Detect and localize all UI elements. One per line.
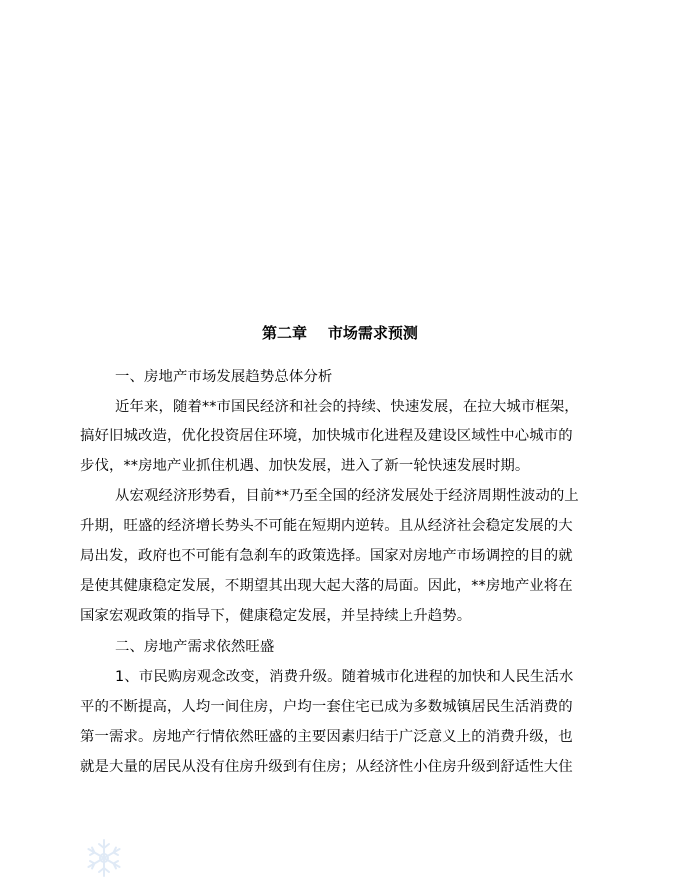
paragraph-1-line-3: 步伐，**房地产业抓住机遇、加快发展，进入了新一轮快速发展时期。 bbox=[80, 458, 530, 474]
section-heading-2: 二、房地产需求依然旺盛 bbox=[115, 639, 275, 655]
paragraph-2-line-4: 是使其健康稳定发展，不期望其出现大起大落的局面。因此，**房地产业将在 bbox=[80, 578, 573, 594]
paragraph-3-line-2: 平的不断提高，人均一间住房，户均一套住宅已成为多数城镇居民生活消费的 bbox=[80, 699, 573, 715]
snowflake-icon bbox=[82, 836, 126, 880]
paragraph-3-line-4: 就是大量的居民从没有住房升级到有住房；从经济性小住房升级到舒适性大住 bbox=[80, 759, 573, 775]
paragraph-1-line-1: 近年来，随着**市国民经济和社会的持续、快速发展，在拉大城市框架， bbox=[115, 399, 579, 415]
paragraph-1-line-2: 搞好旧城改造，优化投资居住环境，加快城市化进程及建设区域性中心城市的 bbox=[80, 428, 573, 444]
paragraph-2-line-2: 升期，旺盛的经济增长势头不可能在短期内逆转。且从经济社会稳定发展的大 bbox=[80, 518, 573, 534]
paragraph-2-line-3: 局出发，政府也不可能有急刹车的政策选择。国家对房地产市场调控的目的就 bbox=[80, 548, 573, 564]
paragraph-3-line-1: 1、市民购房观念改变，消费升级。随着城市化进程的加快和人民生活水 bbox=[115, 669, 574, 685]
paragraph-2-line-5: 国家宏观政策的指导下，健康稳定发展，并呈持续上升趋势。 bbox=[80, 608, 472, 624]
paragraph-3-line-3: 第一需求。房地产行情依然旺盛的主要因素归结于广泛意义上的消费升级，也 bbox=[80, 729, 573, 745]
paragraph-2-line-1: 从宏观经济形势看，目前**乃至全国的经济发展处于经济周期性波动的上 bbox=[115, 488, 579, 504]
section-heading-1: 一、房地产市场发展趋势总体分析 bbox=[115, 369, 333, 385]
chapter-title: 第二章 市场需求预测 bbox=[262, 324, 418, 342]
